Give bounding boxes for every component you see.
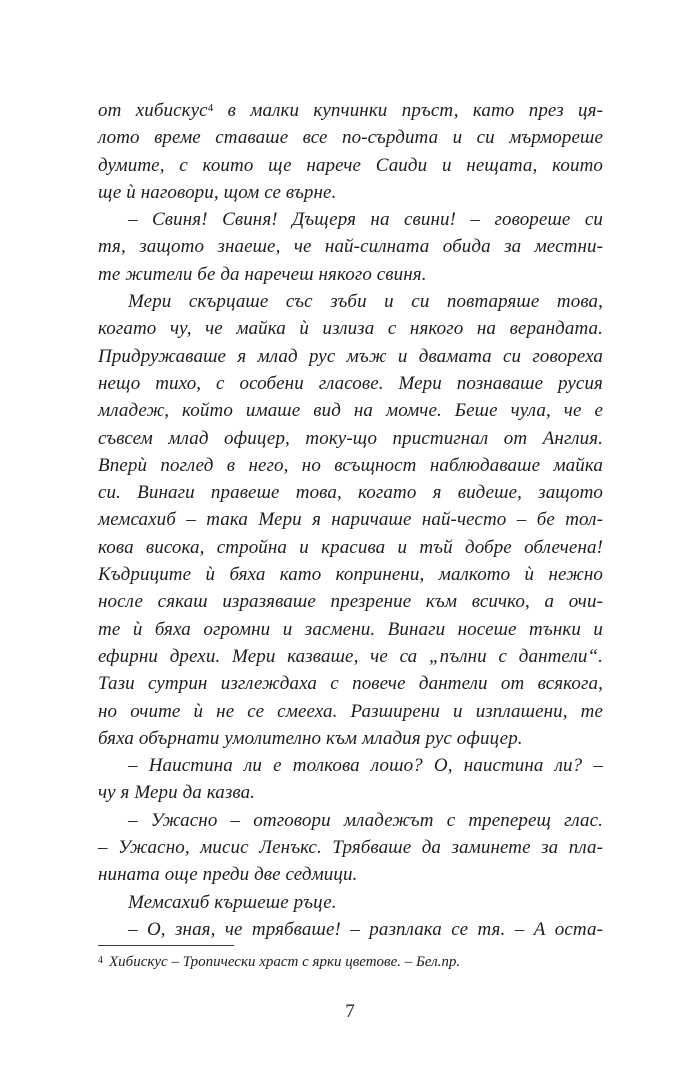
- footnote-number: 4: [98, 955, 103, 966]
- body-text: [98, 97, 603, 943]
- footnote: [98, 952, 603, 972]
- text-line: мемсахиб – така Мери я наричаше най-често – бе тол-: [98, 509, 603, 531]
- text-line: – Ужасно – отговори младежът с треперещ глас.: [128, 809, 603, 831]
- text-segment: в малки купчинки пръст, като през ця-: [213, 100, 603, 121]
- text-line: Тази сутрин изглеждаха с повече дантели от всякога,: [98, 673, 603, 695]
- text-line: Мемсахиб кършеше ръце.: [128, 891, 337, 913]
- text-line: съвсем млад офицер, току-що пристигнал от Англия.: [98, 427, 603, 449]
- text-line: но очите ѝ не се смееха. Разширени и изплашени, те: [98, 700, 603, 722]
- text-line: – Наистина ли е толкова лошо? О, наистина ли? –: [128, 755, 603, 777]
- text-line: – Свиня! Свиня! Дъщеря на свини! – говореше си: [128, 209, 603, 231]
- text-line: Мери скърцаше със зъби и си повтаряше това,: [128, 291, 603, 313]
- text-line: нещо тихо, с особени гласове. Мери познаваше русия: [98, 372, 603, 394]
- text-line: – Ужасно, мисис Ленъкс. Трябваше да заминете за пла-: [98, 837, 603, 859]
- text-line: когато чу, че майка ѝ излиза с някого на верандата.: [98, 318, 603, 340]
- footnote-text: Хибискус – Тропически храст с ярки цветове. – Бел.пр.: [109, 954, 461, 970]
- text-line: те ѝ бяха огромни и засмени. Винаги носеше тънки и: [98, 618, 603, 640]
- text-line: носле сякаш изразяваше презрение към всичко, а очи-: [98, 591, 603, 613]
- text-segment: от хибискус: [98, 100, 208, 121]
- text-line: чу я Мери да казва.: [98, 782, 256, 804]
- text-line: ефирни дрехи. Мери казваше, че са „пълни с дантели“.: [98, 645, 603, 667]
- text-line: [98, 97, 603, 124]
- text-line: ще ѝ наговори, щом се върне.: [98, 181, 337, 203]
- footnote-reference: 4: [207, 102, 214, 114]
- text-line: – О, зная, че трябваше! – разплака се тя. – А оста-: [128, 918, 603, 940]
- text-line: те жители бе да наречеш някого свиня.: [98, 263, 427, 285]
- text-line: думите, с които ще нарече Саиди и нещата, които: [98, 154, 603, 176]
- text-line: Къдриците ѝ бяха като копринени, малкото ѝ нежно: [98, 564, 603, 586]
- text-line: бяха обърнати умолително към младия рус офицер.: [98, 727, 523, 749]
- text-line: си. Винаги правеше това, когато я видеше, защото: [98, 482, 603, 504]
- text-line: тя, защото знаеше, че най-силната обида за местни-: [98, 236, 603, 258]
- page-number: 7: [345, 1001, 355, 1022]
- text-line: Придружаваше я млад рус мъж и двамата си говореха: [98, 345, 603, 367]
- text-line: младеж, който имаше вид на момче. Беше чула, че е: [98, 400, 603, 422]
- footnote-divider: [98, 945, 234, 946]
- text-line: нината още преди две седмици.: [98, 864, 358, 886]
- text-line: Вперѝ поглед в него, но всъщност наблюдаваше майка: [98, 454, 603, 476]
- text-line: лото време ставаше все по-сърдита и си мърмореше: [98, 127, 603, 149]
- text-line: кова висока, стройна и красива и тъй добре облечена!: [98, 536, 603, 558]
